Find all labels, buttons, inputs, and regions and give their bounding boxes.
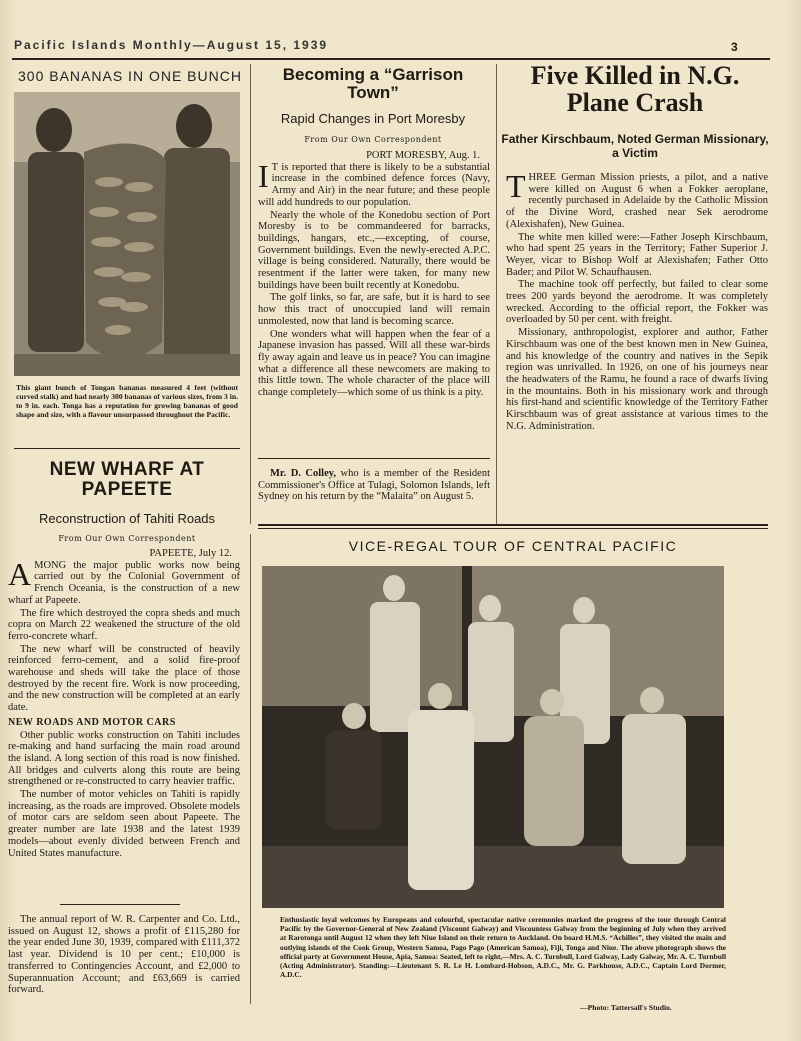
wharf-dateline: PAPEETE, July 12. [149,548,232,559]
wharf-paragraph-1: MONG the major public works now being carried out by the Colonial Government of French Oceania, is the construction of a new wharf at Papeete. [8,559,240,606]
garrison-paragraph-2: Nearly the whole of the Konedobu section of Port Moresby is to be commandeered for barracks, buildings, hangars, etc.,—excepting, of course, Government buildings. Even the newly-erected A.P.C. village is being considered. Naturally, there would be resentment if the latter were taken, for many new buildings have been built recently at Konedobu. [258,209,490,291]
wharf-paragraph-5: The number of motor vehicles on Tahiti is rapidly increasing, as the roads are improved. Obsolete models of motor cars are seldom seen about Papeete. The greater number are late 1938 and the latest 1939 models—about evenly divided between French and United States manufacture. [8,789,240,859]
crash-paragraph-2: The white men killed were:—Father Joseph Kirschbaum, who had spent 25 years in the Territory; Father Superior J. Weyer, vicar to Bishop Wolf at Alexishafen; Father Otto Bader; and Pilot W. Schaufhausen. [506,231,768,278]
wharf-byline: From Our Own Correspondent [58,534,196,543]
garrison-paragraph-3: The golf links, so far, are safe, but it is hard to see how this tract of unoccupied land will remain unmolested, now that land is becoming scarce. [258,292,490,327]
crash-paragraph-1: HREE German Mission priests, a pilot, and a native were killed on August 6 when a Fokker aeroplane, recently purchased in Adelaide by the Catholic Mission of the Divine Word, crashed near Sek aerodrome (Alexishafen), New Guinea. [506,172,768,230]
vice-top-rule-2 [258,528,768,529]
garrison-dateline: PORT MORESBY, Aug. 1. [366,150,480,161]
crash-title: Five Killed in N.G. Plane Crash [530,61,740,118]
vice-caption: Enthusiastic loyal welcomes by Europeans and colourful, spectacular native ceremonies marked the progress of the tour through Central Pacific by the Governor-General of New Zealand (Viscount Galway) and Viscountess Galway from the beginning of July when they arrived at Rarotonga until August 12 when they left Niue Island on their return to Auckland. On board H.M.S. “Achilles”, they visited the main and outlying islands of the Cook Group, Western Samoa, Pago Pago (American Samoa), Fiji, Tonga and Niue. The above photograph shows the official party at Government House, Apia, Samoa: Seated, left to right,—Mrs. A. C. Turnbull, Lord Galway, Lady Galway, Mr. A. C. Turnbull (Acting Administrator). Standing:—Lieutenant S. R. Le H. Lombard-Hobson, A.D.C., Mr. G. Parkhouse, A.D.C., Captain Lord Dormer, A.D.C. [280,915,726,980]
bananas-photo [14,92,240,376]
wharf-paragraph-2: The fire which destroyed the copra sheds and much copra on March 22 weakened the structure of the old ferro-concrete wharf. [8,607,240,642]
wharf-title: NEW WHARF AT PAPEETE [49,459,205,500]
carpenter-body [8,914,240,997]
garrison-dropcap: I [258,157,269,194]
wharf-paragraph-3: The new wharf will be constructed of heavily reinforced ferro-cement, and a solid fire-proof warehouse and sheds will take the place of those destroyed by the recent fire. Work is now proceeding, and the new construction will be completed at an early date. [8,643,240,714]
colley-text: who is a member of the Resident Commissioner's Office at Tulagi, Solomon Islands, left Sydney on his return by the “Malaita” on August 5. [258,468,490,503]
wharf-paragraph-4: Other public works construction on Tahiti includes re-making and hand surfacing the main road around the island. A long section of this road is now finished. All bridges and culverts along this route are being strengthened or re-constructed to carry heavier traffic. [8,729,240,788]
header-rule [12,58,770,60]
column-rule-1 [250,64,251,524]
garrison-body [258,150,490,400]
carpenter-top-rule [60,904,180,905]
garrison-paragraph-1: T is reported that there is likely to be a substantial increase in the combined defence forces (Navy, Army and Air) in the near future; and these people will add hundreds to our population. [258,161,490,208]
crash-dropcap: T [506,168,526,204]
garrison-byline: From Our Own Correspondent [304,135,442,144]
carpenter-paragraph: The annual report of W. R. Carpenter and Co. Ltd., issued on August 12, shows a profit of £115,280 for the year ended June 30, 1939, compared with £111,372 last year. Dividend is 10 per cent.; £10,000 is transferred to Contingencies Account, and £2,000 to Superannuation Account; and £63,669 is carried forward. [8,914,240,996]
garrison-paragraph-4: One wonders what will happen when the fear of a Japanese invasion has passed. Will all these war-birds fly away again and leave us in peace? You can imagine what a difference all these newcomers are making to this little town. The whole character of the place will change completely—which some of us think is a pity. [258,328,490,399]
bananas-title: 300 BANANAS IN ONE BUNCH [18,68,242,84]
crash-body [506,168,768,433]
wharf-subhead: NEW ROADS AND MOTOR CARS [8,716,176,728]
garrison-subtitle: Rapid Changes in Port Moresby [280,111,466,126]
wharf-dropcap: A [8,555,32,592]
vice-regal-photo-illustration [262,566,724,908]
crash-paragraph-3: The machine took off perfectly, but failed to clear some trees 200 yards beyond the aerodrome. It was completely wrecked. According to the official report, the Fokker was overloaded by 50 per cent. with freight. [506,279,768,326]
bananas-bottom-rule [14,448,240,449]
vice-photo-credit: —Photo: Tattersall's Studio. [580,1003,672,1012]
column-rule-3 [250,534,251,1004]
page-number: 3 [731,40,738,54]
wharf-subtitle: Reconstruction of Tahiti Roads [38,511,216,526]
running-title: Pacific Islands Monthly—August 15, 1939 [14,38,329,52]
vice-title: VICE-REGAL TOUR OF CENTRAL PACIFIC [348,538,678,554]
bananas-photo-illustration [14,92,240,376]
wharf-body [8,548,240,860]
vice-top-rule [258,524,768,526]
column-rule-2 [496,64,497,524]
garrison-title: Becoming a “Garrison Town” [282,65,464,102]
garrison-bottom-rule [258,458,490,459]
vice-regal-photo [262,566,724,908]
bananas-caption: This giant bunch of Tongan bananas measured 4 feet (without curved stalk) and had nearly 300 bananas of various sizes, from 3 in. to 9 in. each. Tonga has a reputation for growing bananas of good shape and size, with a flavour unsurpassed throughout the Pacific. [16,383,238,419]
colley-name: Mr. D. Colley, [270,468,337,479]
colley-body [258,468,490,504]
crash-paragraph-4: Missionary, anthropologist, explorer and author, Father Kirschbaum was one of the best known men in New Guinea, and his knowledge of the country and natives in the Sepik region was unrivalled. In 1926, on one of his journeys near the headwaters of the Ramu, he found a race of dwarfs living in the mountains. Both in his missionary work and through his first-hand and scientific knowledge of the Territory Father Kirschbaum was of great assistance at various times to the N.G. Administration. [506,327,768,432]
crash-subtitle: Father Kirschbaum, Noted German Missionary, a Victim [501,132,769,160]
